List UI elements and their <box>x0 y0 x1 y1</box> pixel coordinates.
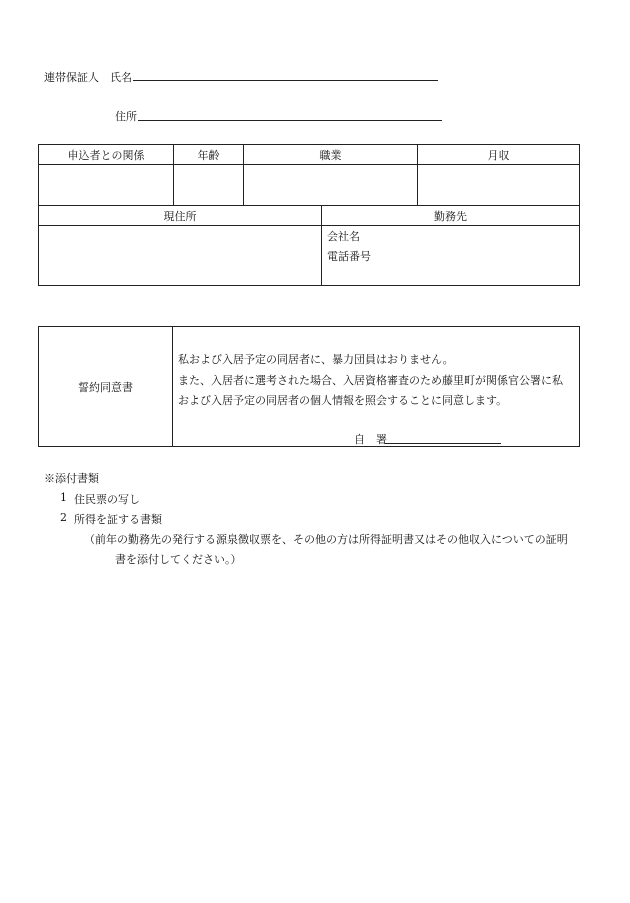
header-workplace: 勤務先 <box>322 206 580 226</box>
attachment-2-text: 所得を証する書類 <box>74 513 162 526</box>
attachments-title: ※添付書類 <box>44 472 99 485</box>
attachment-note-line-2: 書を添付してください。） <box>115 553 242 566</box>
pledge-table <box>38 326 580 447</box>
header-occupation: 職業 <box>244 145 418 165</box>
attachment-2-number: 2 <box>60 511 67 524</box>
header-age: 年齢 <box>174 145 244 165</box>
pledge-label: 誓約同意書 <box>39 327 173 447</box>
name-field[interactable] <box>133 80 438 81</box>
workplace-cell[interactable] <box>322 226 580 286</box>
address-field[interactable] <box>138 120 442 121</box>
age-cell[interactable] <box>174 165 244 206</box>
pledge-content <box>173 327 580 447</box>
guarantor-label: 連帯保証人 <box>44 71 99 84</box>
occupation-cell[interactable] <box>244 165 418 206</box>
header-current-address: 現住所 <box>39 206 322 226</box>
name-label: 氏名 <box>110 71 132 84</box>
address-workplace-table <box>38 205 580 286</box>
company-name-label: 会社名 <box>327 230 360 243</box>
address-label: 住所 <box>115 110 137 123</box>
attachment-1-number: 1 <box>60 491 67 504</box>
attachment-1-text: 住民票の写し <box>74 493 140 506</box>
header-relation: 申込者との関係 <box>39 145 174 165</box>
pledge-line-1: 私および入居予定の同居者に、暴力団員はおりません。 <box>178 353 454 366</box>
pledge-line-3: および入居予定の同居者の個人情報を照会することに同意します。 <box>178 394 508 407</box>
relation-cell[interactable] <box>39 165 174 206</box>
phone-number-label: 電話番号 <box>327 250 371 263</box>
current-address-cell[interactable] <box>39 226 322 286</box>
header-monthly-income: 月収 <box>418 145 580 165</box>
attachment-note-line-1: （前年の勤務先の発行する源泉徴収票を、その他の方は所得証明書又はその他収入についての証明 <box>84 533 568 546</box>
pledge-line-2: また、入居者に選考された場合、入居資格審査のため藤里町が関係官公署に私 <box>178 374 563 387</box>
signature-field[interactable] <box>385 443 501 444</box>
signature-label: 自 署 <box>354 433 387 446</box>
applicant-relation-table <box>38 144 580 206</box>
monthly-income-cell[interactable] <box>418 165 580 206</box>
